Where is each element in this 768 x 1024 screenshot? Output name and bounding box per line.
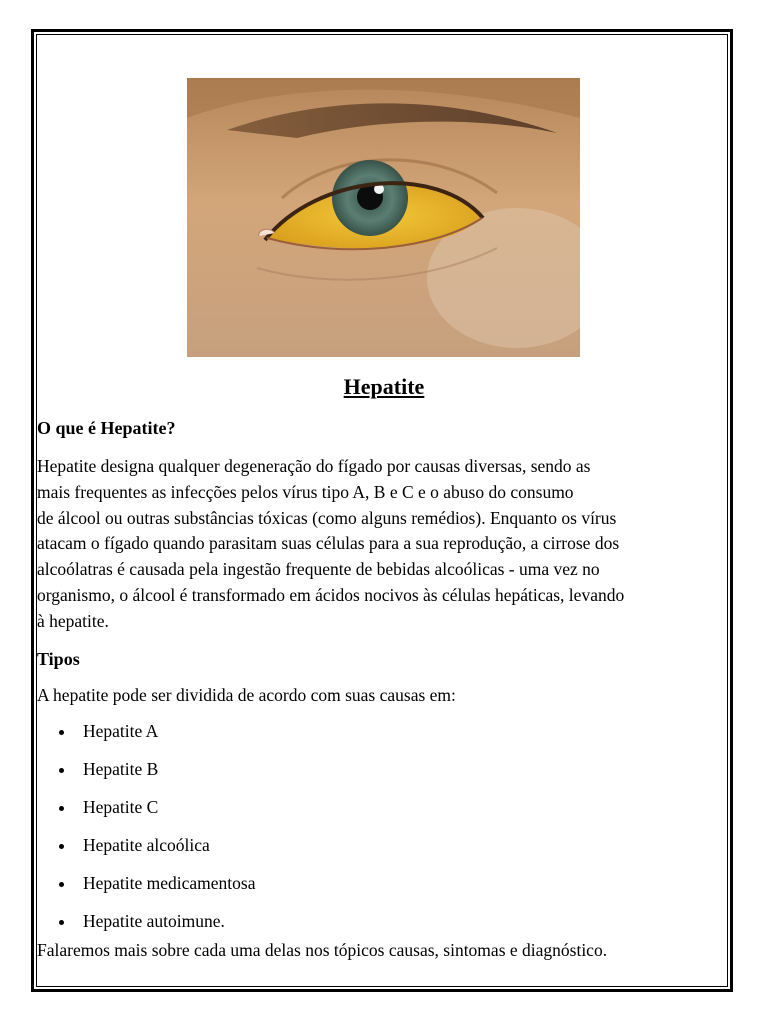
document-body	[37, 414, 732, 964]
types-list	[37, 718, 732, 946]
types-heading: Tipos	[37, 648, 80, 669]
paragraph-line: atacam o fígado quando parasitam suas células para a sua reprodução, a cirrose dos	[37, 533, 620, 554]
list-item	[37, 756, 732, 794]
list-item-label: Hepatite alcoólica	[83, 835, 210, 856]
list-item	[37, 794, 732, 832]
list-item	[37, 908, 732, 946]
list-item	[37, 718, 732, 756]
list-item	[37, 870, 732, 908]
list-item-label: Hepatite B	[83, 759, 159, 780]
list-item-label: Hepatite medicamentosa	[83, 873, 256, 894]
paragraph-line: de álcool ou outras substâncias tóxicas (como alguns remédios). Enquanto os vírus	[37, 507, 617, 528]
paragraph-line: à hepatite.	[37, 610, 109, 631]
list-item-label: Hepatite A	[83, 721, 159, 742]
closing-paragraph: Falaremos mais sobre cada uma delas nos tópicos causas, sintomas e diagnóstico.	[37, 940, 608, 961]
list-item	[37, 832, 732, 870]
paragraph-line: organismo, o álcool é transformado em ácidos nocivos às células hepáticas, levando	[37, 584, 625, 605]
bullet-icon	[59, 920, 64, 925]
bullet-icon	[59, 768, 64, 773]
list-item-label: Hepatite C	[83, 797, 159, 818]
jaundiced-eye-photo	[187, 78, 580, 357]
question-heading: O que é Hepatite?	[37, 418, 176, 438]
bullet-icon	[59, 806, 64, 811]
definition-paragraph	[37, 454, 732, 635]
document-title: Hepatite	[343, 374, 425, 399]
paragraph-line: Hepatite designa qualquer degeneração do fígado por causas diversas, sendo as	[37, 456, 591, 476]
bullet-icon	[59, 882, 64, 887]
bullet-icon	[59, 730, 64, 735]
paragraph-line: alcoólatras é causada pela ingestão frequente de bebidas alcoólicas - uma vez no	[37, 559, 600, 580]
bullet-icon	[59, 844, 64, 849]
list-item-label: Hepatite autoimune.	[83, 911, 225, 932]
paragraph-line: mais frequentes as infecções pelos vírus tipo A, B e C e o abuso do consumo	[37, 481, 574, 502]
types-intro: A hepatite pode ser dividida de acordo com suas causas em:	[37, 684, 456, 705]
